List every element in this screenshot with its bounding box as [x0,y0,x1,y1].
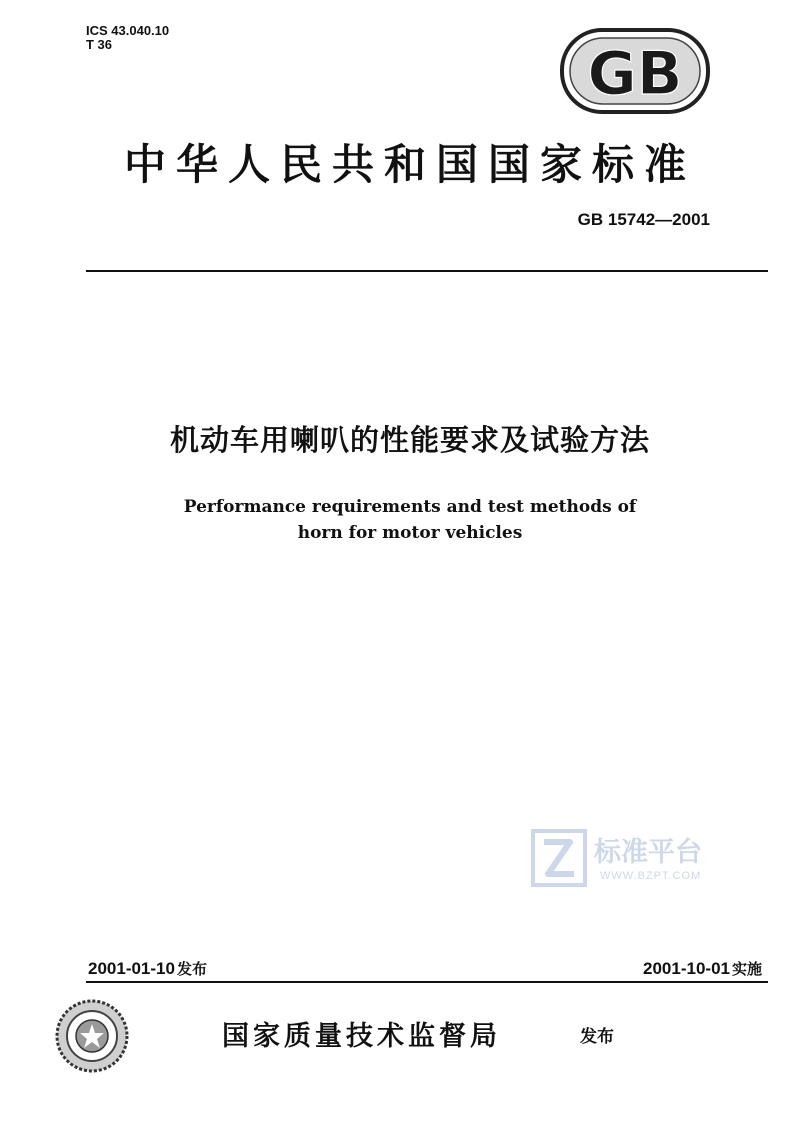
watermark-logo-icon [530,828,588,888]
official-seal-icon [54,998,130,1074]
title-english [90,494,730,546]
issuing-authority-suffix: 发布 [580,1027,614,1047]
footer-divider [86,981,768,983]
watermark-text: 标准平台 [594,837,702,868]
issue-date [88,958,207,979]
classification-codes [86,24,169,52]
ccs-code: T 36 [86,37,113,52]
issue-date-value: 2001-01-10 [88,959,175,978]
watermark [530,828,730,892]
header-divider [86,270,768,272]
gb-logo-text: GB [587,39,683,109]
gb-logo [560,28,710,114]
standard-number: GB 15742—2001 [577,210,710,229]
issue-date-suffix: 发布 [176,960,207,978]
title-english-line-1: Performance requirements and test methods of [183,497,637,517]
ics-code: ICS 43.040.10 [86,23,170,38]
watermark-url: WWW.BZPT.COM [600,870,702,882]
title-chinese: 机动车用喇叭的性能要求及试验方法 [169,423,650,457]
title-english-line-2: horn for motor vehicles [297,523,523,543]
implementation-date-suffix: 实施 [731,960,762,978]
national-standard-title: 中华人民共和国国家标准 [123,140,696,189]
issuing-authority: 国家质量技术监督局 [222,1021,501,1052]
implementation-date [643,958,762,979]
implementation-date-value: 2001-10-01 [643,959,730,978]
